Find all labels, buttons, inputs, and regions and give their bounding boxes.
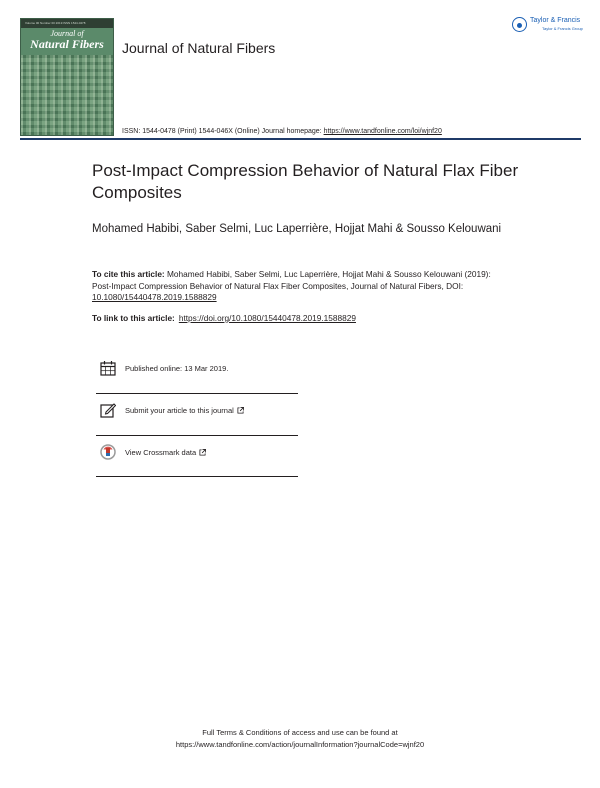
journal-homepage-link[interactable]: https://www.tandfonline.com/loi/wjnf20: [323, 128, 442, 135]
journal-name: Journal of Natural Fibers: [122, 40, 276, 56]
article-title: Post-Impact Compression Behavior of Natural Flax Fiber Composites: [92, 161, 519, 202]
publisher-logo-group: Taylor & Francis Group: [542, 26, 583, 31]
issn-text: ISSN: 1544-0478 (Print) 1544-046X (Online) Journal homepage:: [122, 128, 324, 135]
external-link-icon: [237, 407, 244, 414]
citation-block: [92, 269, 512, 304]
footer-terms-link[interactable]: https://www.tandfonline.com/action/journalInformation?journalCode=wjnf20: [175, 740, 425, 749]
calendar-icon: [100, 360, 116, 376]
submit-article-link[interactable]: Submit your article to this journal: [125, 406, 244, 415]
divider: [96, 435, 298, 436]
crossmark-icon: [100, 444, 116, 460]
external-link-icon: [199, 449, 206, 456]
published-online-text: Published online: 13 Mar 2019.: [125, 364, 229, 373]
publisher-logo-name: Taylor & Francis: [530, 17, 581, 24]
article-link-label: To link to this article:: [92, 313, 175, 323]
citation-label: To cite this article:: [92, 269, 165, 279]
publisher-logo-icon: [512, 17, 527, 32]
edit-icon: [100, 402, 116, 418]
cover-title-line1: Journal of: [50, 29, 84, 38]
footer-terms-text: Full Terms & Conditions of access and use can be found at: [202, 728, 398, 737]
article-authors: Mohamed Habibi, Saber Selmi, Luc Laperrière, Hojjat Mahi & Sousso Kelouwani: [92, 223, 502, 235]
published-online-row: [96, 356, 298, 384]
submit-article-row[interactable]: [96, 398, 298, 426]
journal-cover-image: [20, 18, 114, 136]
crossmark-link[interactable]: View Crossmark data: [125, 448, 206, 457]
cover-title-line2: Natural Fibers: [30, 37, 104, 51]
divider: [96, 476, 298, 477]
divider: [96, 393, 298, 394]
cover-plant-texture: [21, 55, 113, 135]
crossmark-row[interactable]: [96, 440, 298, 468]
citation-doi-link[interactable]: 10.1080/15440478.2019.1588829: [92, 292, 217, 302]
cover-small-print: Volume 00 Number 00 2019 ISSN 1544-0478: [25, 21, 86, 25]
issn-line: [122, 128, 442, 135]
cover-title: [24, 30, 110, 50]
article-doi-url[interactable]: https://doi.org/10.1080/15440478.2019.1588829: [178, 313, 356, 323]
header-rule: [20, 138, 581, 140]
publisher-logo[interactable]: [512, 16, 584, 36]
citation-text: Mohamed Habibi, Saber Selmi, Luc Laperrière, Hojjat Mahi & Sousso Kelouwani (2019): Post-Impact Compression Behavior of Natural Flax Fiber Composites, Journal of Natural Fibers, DOI:: [92, 269, 491, 291]
footer-terms: [0, 727, 600, 751]
article-link-line: [92, 313, 512, 323]
